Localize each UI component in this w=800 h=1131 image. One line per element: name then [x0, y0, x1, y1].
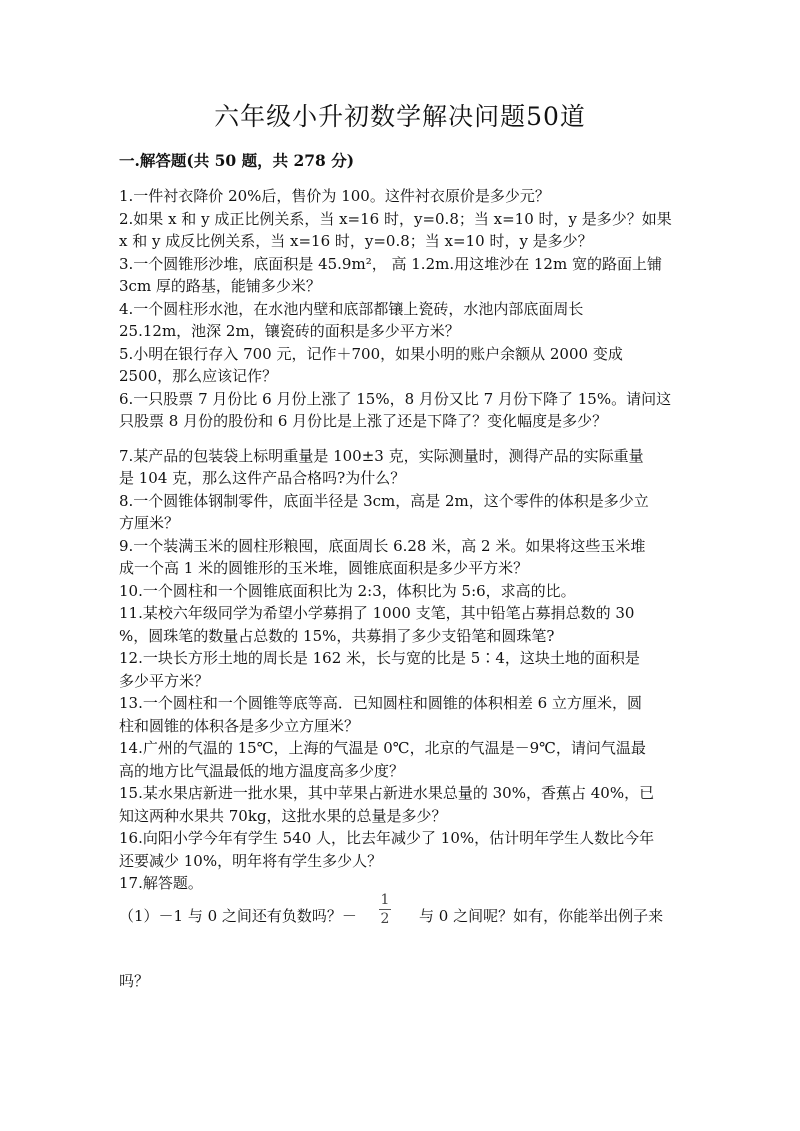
problem-line: 17.解答题。 [119, 874, 203, 892]
fraction-bar [379, 909, 391, 910]
problem-line: 还要减少 10%，明年将有学生多少人？ [119, 851, 383, 870]
fraction [378, 892, 392, 927]
blank-line [119, 433, 694, 445]
problem-line: 15.某水果店新进一批水果，其中苹果占新进水果总量的 30%，香蕉占 40%，已 [119, 784, 655, 802]
problem-line: 只股票 8 月份的股份和 6 月份比是上涨了还是下降了？变化幅度是多少？ [119, 412, 608, 430]
problem-line: 4.一个圆柱形水池，在水池内壁和底部都镶上瓷砖，水池内部底面周长 [119, 299, 584, 318]
problem-line: 13.一个圆柱和一个圆锥等底等高．已知圆柱和圆锥的体积相差 6 立方厘米，圆 [119, 694, 642, 712]
problem-line: 2.如果 x 和 y 成正比例关系，当 x=16 时，y=0.8；当 x=10 时，y 是多少？如果 [119, 209, 672, 228]
problem-line: x 和 y 成反比例关系，当 x=16 时，y=0.8；当 x=10 时，y 是多少？ [119, 232, 593, 250]
problem-line: 8.一个圆锥体钢制零件，底面半径是 3cm，高是 2m，这个零件的体积是多少立 [119, 491, 649, 510]
problem-line: 16.向阳小学今年有学生 540 人，比去年减少了 10%，估计明年学生人数比今年 [119, 829, 655, 847]
problem-line: 多少平方米？ [119, 671, 210, 690]
problem-line: 25.12m，池深 2m，镶瓷砖的面积是多少平方米？ [119, 322, 460, 340]
problem-line: 6.一只股票 7 月份比 6 月份上涨了 15%，8 月份又比 7 月份下降了 15%。请问这 [119, 389, 672, 408]
sub-question-part-a: （1）－1 与 0 之间还有负数吗？－ [119, 907, 357, 925]
problem-line: 1.一件衬衣降价 20%后，售价为 100。这件衬衣原价是多少元？ [119, 187, 550, 205]
problem-line: 柱和圆锥的体积各是多少立方厘米？ [119, 716, 360, 735]
page-title: 六年级小升初数学解决问题50道 [214, 102, 586, 131]
problem-line: 3.一个圆锥形沙堆，底面积是 45.9m²， 高 1.2m.用这堆沙在 12m 宽的路面上铺 [119, 254, 662, 273]
problem-line: 9.一个装满玉米的圆柱形粮囤，底面周长 6.28 米，高 2 米。如果将这些玉米堆 [119, 536, 646, 555]
problem-line: 3cm 厚的路基，能铺多少米？ [119, 277, 321, 295]
problem-line: 7.某产品的包装袋上标明重量是 100±3 克，实际测量时，测得产品的实际重量 [119, 446, 644, 465]
problem-line: 11.某校六年级同学为希望小学募捐了 1000 支笔，其中铅笔占募捐总数的 30 [119, 604, 635, 622]
problem-line: 方厘米？ [119, 514, 180, 532]
problem-list [119, 185, 694, 895]
sub-question-part-b: 与 0 之间呢？如有，你能举出例子来 [419, 907, 664, 925]
problem-line: 知这两种水果共 70kg，这批水果的总量是多少？ [119, 806, 447, 825]
problem-line: 12.一块长方形土地的周长是 162 米，长与宽的比是 5∶4，这块土地的面积是 [119, 649, 640, 667]
problem-line: 10.一个圆柱和一个圆锥底面积比为 2:3，体积比为 5:6，求高的比。 [119, 581, 576, 600]
problem-line: 成一个高 1 米的圆锥形的玉米堆，圆锥底面积是多少平方米？ [119, 559, 529, 577]
fraction-denominator: 2 [380, 911, 390, 927]
problem-line: 5.小明在银行存入 700 元，记作＋700，如果小明的账户余额从 2000 变成 [119, 344, 623, 363]
problem-line: 14.广州的气温的 15℃，上海的气温是 0℃，北京的气温是－9℃，请问气温最 [119, 739, 646, 757]
problem-line: 高的地方比气温最低的地方温度高多少度？ [119, 761, 405, 780]
problem-line: %，圆珠笔的数量占总数的 15%，共募捐了多少支铅笔和圆珠笔? [119, 626, 555, 645]
problem-line: 是 104 克，那么这件产品合格吗?为什么？ [119, 469, 406, 487]
problem-line: 2500，那么应该记作？ [119, 367, 278, 385]
sub-question-continuation: 吗？ [119, 972, 150, 990]
fraction-numerator: 1 [380, 892, 390, 908]
section-header: 一.解答题(共 50 题，共 278 分) [119, 151, 355, 170]
